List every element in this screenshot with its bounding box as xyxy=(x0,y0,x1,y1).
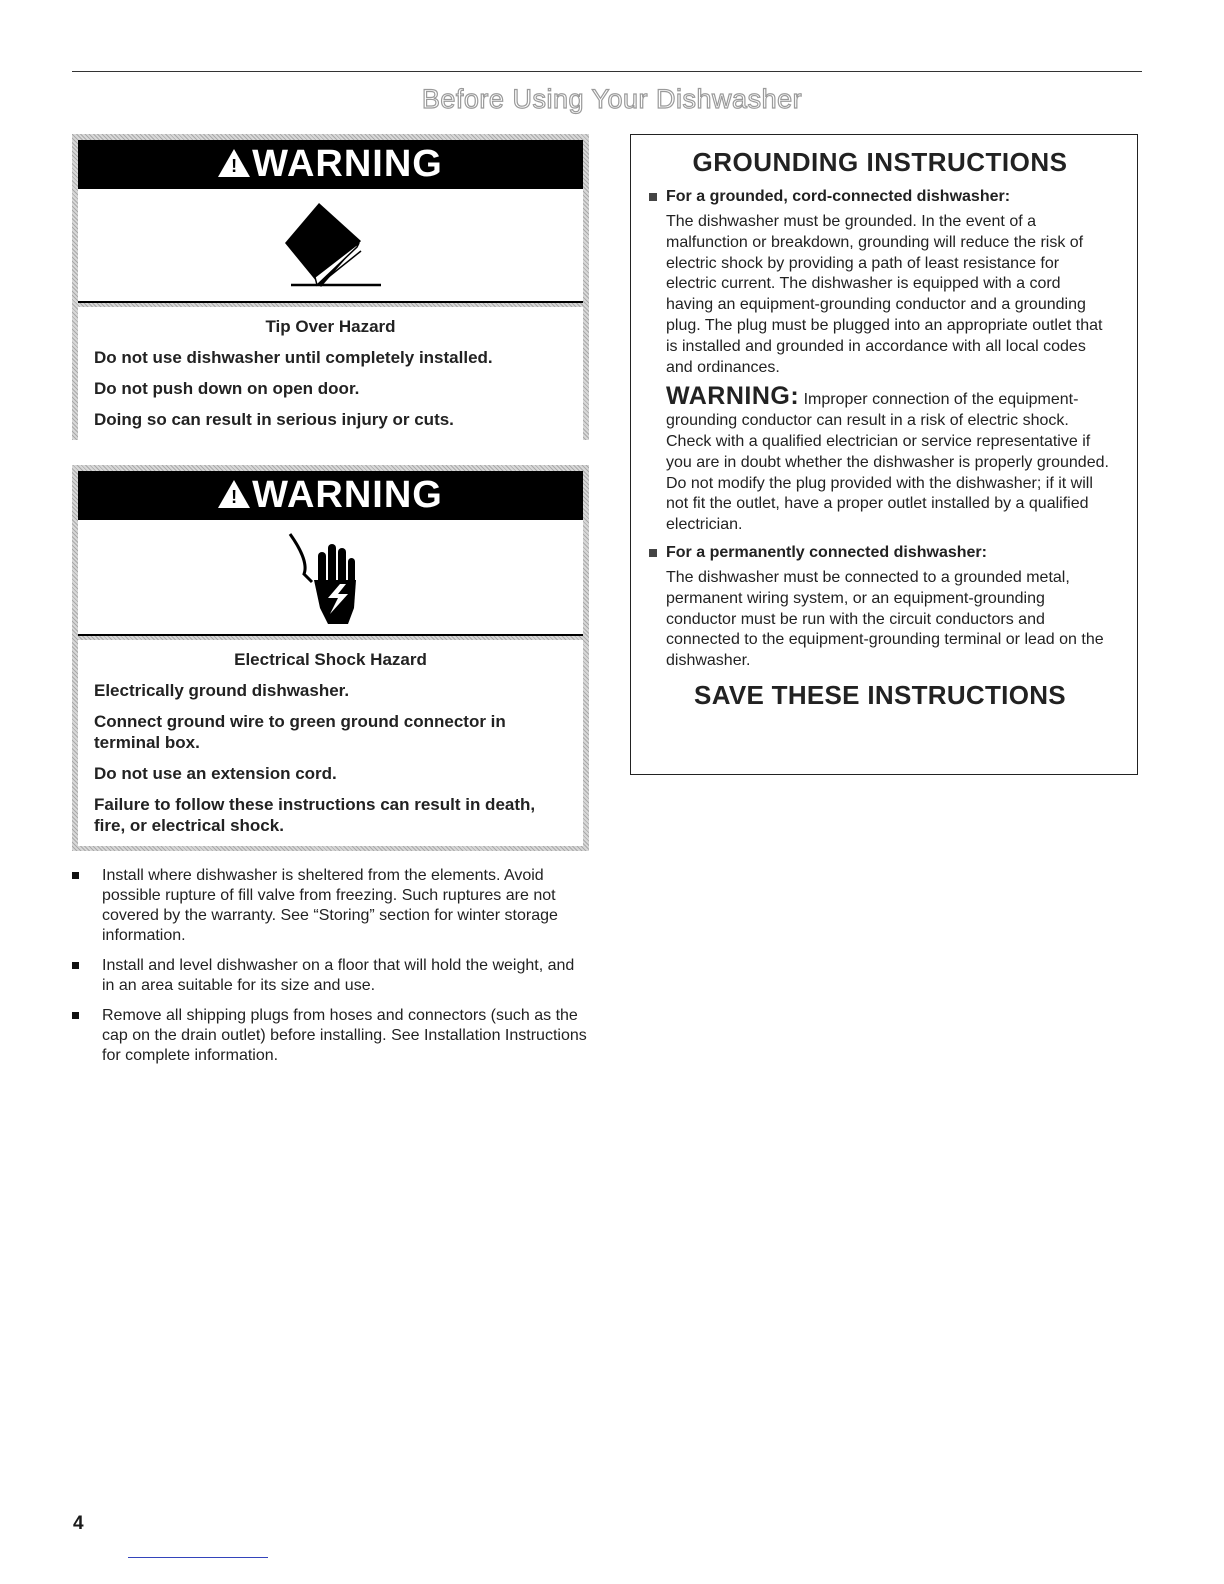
warning-box-tip-over xyxy=(72,134,589,440)
bullet-square-icon xyxy=(72,962,79,969)
warning-header-text: WARNING xyxy=(252,473,443,516)
pictogram-panel xyxy=(78,188,583,303)
save-instructions-label: SAVE THESE INSTRUCTIONS xyxy=(694,679,1066,710)
warning-header-text: WARNING xyxy=(252,142,443,185)
footer-link-underline[interactable] xyxy=(128,1557,268,1558)
grounding-paragraph: The dishwasher must be connected to a grounded metal, permanent wiring system, or an equipment-grounding conductor must be run with the circuit conductors and connected to the equipment-grounding terminal or lead on the dishwasher. xyxy=(666,568,1104,670)
installation-bullets xyxy=(72,866,587,1076)
hazard-line: Do not push down on open door. xyxy=(94,379,360,398)
list-item xyxy=(72,1006,587,1066)
grounding-title: GROUNDING INSTRUCTIONS xyxy=(692,147,1068,177)
hazard-name: Electrical Shock Hazard xyxy=(234,650,427,669)
warning-triangle-icon xyxy=(218,480,250,508)
bullet-square-icon xyxy=(72,1012,79,1019)
hazard-line: Electrically ground dishwasher. xyxy=(94,681,350,700)
grounding-warning-word: WARNING: xyxy=(666,382,800,411)
grounding-subheading xyxy=(649,188,1111,206)
bullet-text: Install and level dishwasher on a floor that will hold the weight, and in an area suitable for its size and use. xyxy=(102,957,575,994)
hazard-text-panel xyxy=(78,307,583,440)
hazard-text-panel xyxy=(78,640,583,846)
bullet-square-icon xyxy=(649,193,657,201)
warning-triangle-icon xyxy=(218,149,250,177)
bullet-square-icon xyxy=(72,872,79,879)
page-number: 4 xyxy=(73,1513,84,1534)
grounding-warning-text: Improper connection of the equipment-grounding conductor can result in a risk of electric shock. Check with a qualified electrician or service representative if you are in doubt whether the dishwasher is properly grounded. Do not modify the plug provided with the dishwasher; if it will not fit the outlet, have a proper outlet installed by a qualified electrician. xyxy=(666,391,1109,534)
list-item xyxy=(72,866,587,946)
section-title: Before Using Your Dishwasher xyxy=(421,84,803,114)
grounding-paragraph: The dishwasher must be grounded. In the event of a malfunction or breakdown, grounding will reduce the risk of electric shock by providing a path of least resistance for electric current. The dishwasher is equipped with a cord having an equipment-grounding conductor and a grounding plug. The plug must be plugged into an appropriate outlet that is installed and grounded in accordance with all local codes and ordinances. xyxy=(666,213,1103,376)
bullet-text: Install where dishwasher is sheltered from the elements. Avoid possible rupture of fill valve from freezing. Such ruptures are not covered by the warranty. See “Storing” section for winter storage information. xyxy=(102,867,558,944)
top-rule xyxy=(72,71,1142,72)
hazard-name: Tip Over Hazard xyxy=(265,317,396,336)
grounding-warning xyxy=(649,382,1111,536)
list-item xyxy=(72,956,587,996)
pictogram-panel xyxy=(78,519,583,636)
hazard-line: Do not use dishwasher until completely installed. xyxy=(94,348,493,367)
hazard-line: Doing so can result in serious injury or cuts. xyxy=(94,410,454,429)
grounding-subheading xyxy=(649,544,1111,562)
electric-shock-hand-icon xyxy=(278,528,378,628)
bullet-square-icon xyxy=(649,549,657,557)
warning-header xyxy=(78,471,583,519)
grounding-instructions-box xyxy=(630,134,1138,775)
warning-header xyxy=(78,140,583,188)
grounding-subheading-text: For a grounded, cord-connected dishwasher: xyxy=(666,188,1011,205)
hazard-line: Do not use an extension cord. xyxy=(94,764,337,783)
hazard-line: Failure to follow these instructions can result in death, fire, or electrical shock. xyxy=(94,795,536,835)
tip-over-icon xyxy=(261,197,401,297)
warning-box-electrical-shock xyxy=(72,465,589,851)
hazard-line: Connect ground wire to green ground connector in terminal box. xyxy=(94,712,506,752)
bullet-text: Remove all shipping plugs from hoses and connectors (such as the cap on the drain outlet) before installing. See Installation Instructions for complete information. xyxy=(102,1007,587,1064)
grounding-subheading-text: For a permanently connected dishwasher: xyxy=(666,543,987,561)
